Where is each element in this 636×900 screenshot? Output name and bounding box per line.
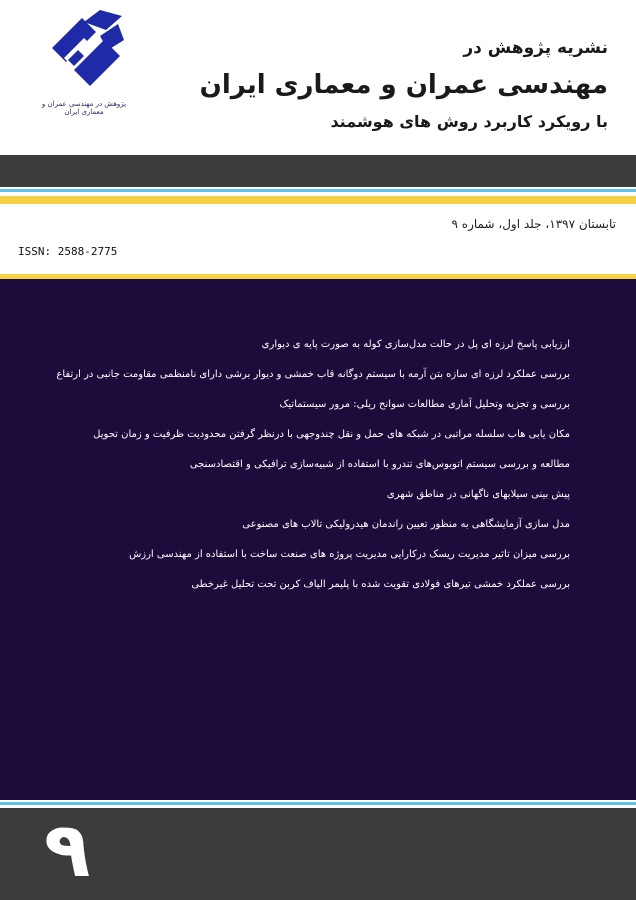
journal-intro: نشریه پژوهش در: [463, 38, 608, 58]
article-title: پیش بینی سیلابهای ناگهانی در مناطق شهری: [386, 489, 570, 500]
journal-title: مهندسی عمران و معماری ایران: [199, 70, 608, 100]
issue-number: ۹: [44, 805, 91, 894]
article-title: مدل سازی آزمایشگاهی به منظور تعیین راندمان هیدرولیکی تالاب های مصنوعی: [242, 519, 570, 530]
journal-subtitle: با رویکرد کاربرد روش های هوشمند: [330, 112, 608, 131]
article-title: ارزیابی پاسخ لرزه ای پل در حالت مدل‌سازی کوله به صورت پایه ی دیواری: [261, 339, 570, 350]
top-gray-band: [0, 155, 636, 187]
journal-emblem-icon: [44, 10, 124, 92]
issue-info: تابستان ۱۳۹۷، جلد اول، شماره ۹: [451, 217, 616, 231]
logo-caption: پژوهش در مهندسی عمران و معماری ایران: [41, 100, 127, 116]
bottom-gray-band: [0, 808, 636, 900]
article-list: [50, 337, 570, 607]
article-title: بررسی میزان تاثیر مدیریت ریسک درکارایی مدیریت پروژه های صنعت ساخت با استفاده از مهندسی ارزش: [129, 549, 570, 560]
article-title: بررسی و تجزیه وتحلیل آماری مطالعات سوانح ریلی: مرور سیستماتیک: [279, 399, 570, 410]
article-title: مکان یابی هاب سلسله مراتبی در شبکه های حمل و نقل چندوجهی با درنظر گرفتن محدودیت ظرفیت و زمان تحویل: [93, 429, 570, 440]
cover-header: [0, 0, 636, 155]
yellow-stripe: [0, 196, 636, 204]
article-title: بررسی عملکرد لرزه ای سازه بتن آرمه با سیستم دوگانه قاب خمشی و دیوار برشی دارای نامنظمی مقاومت جانبی در ارتفاع: [56, 369, 570, 380]
article-title: مطالعه و بررسی سیستم اتوبوس‌های تندرو با استفاده از شبیه‌سازی ترافیکی و اقتصادسنجی: [189, 459, 570, 470]
issue-info-area: [0, 204, 636, 274]
article-title: بررسی عملکرد خمشی تیرهای فولادی تقویت شده با پلیمر الیاف کربن تحت تحلیل غیرخطی: [191, 579, 570, 590]
issn-label: ISSN: 2588-2775: [18, 245, 118, 258]
